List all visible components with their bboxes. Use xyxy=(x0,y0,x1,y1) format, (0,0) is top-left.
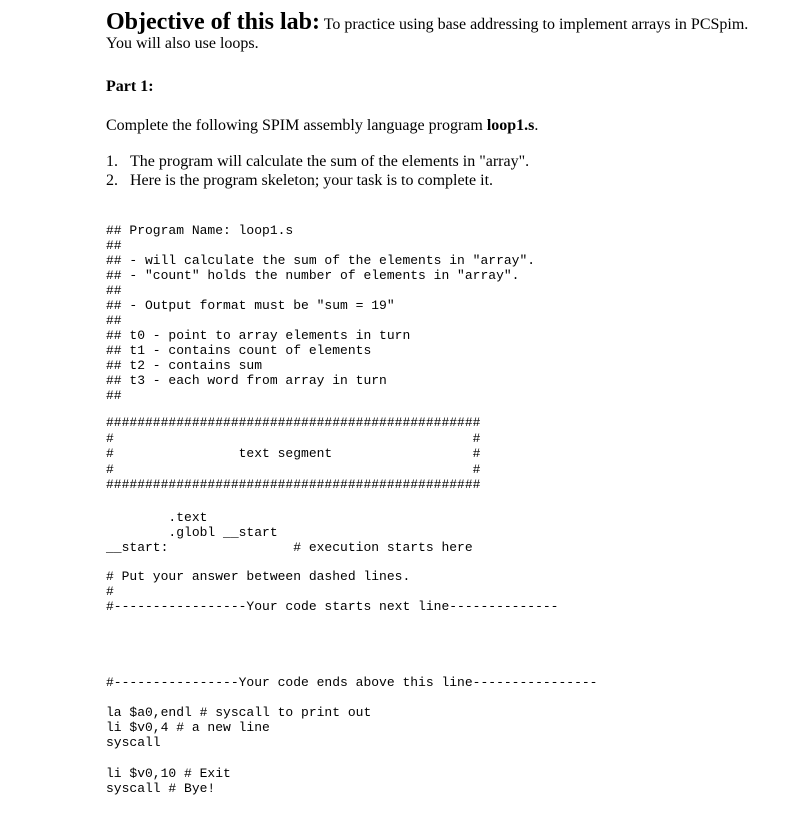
objective-text: To practice using base addressing to implement arrays in PCSpim. You will also use loops. xyxy=(106,16,749,52)
objective-paragraph xyxy=(106,9,766,53)
steps-list xyxy=(106,152,529,190)
code-exit: li $v0,10 # Exit syscall # Bye! xyxy=(106,766,231,796)
step-number: 1. xyxy=(106,153,118,170)
step-text: The program will calculate the sum of the elements in "array". xyxy=(130,153,530,170)
code-text-segment: .text .globl __start __start: # execution starts here xyxy=(106,510,473,555)
instruction-prefix: Complete the following SPIM assembly language program xyxy=(106,117,487,134)
code-answer-end-marker: #----------------Your code ends above this line---------------- xyxy=(106,675,598,690)
code-text-segment-banner: ################################################ # # # text segment # # # ################################################ xyxy=(106,415,481,492)
code-print-newline: la $a0,endl # syscall to print out li $v0,4 # a new line syscall xyxy=(106,705,372,750)
instruction-suffix: . xyxy=(534,117,539,134)
program-filename: loop1.s xyxy=(486,117,535,134)
code-answer-start-marker: # Put your answer between dashed lines. # #-----------------Your code starts next line-------------- xyxy=(106,569,559,614)
step-text: Here is the program skeleton; your task is to complete it. xyxy=(130,172,494,189)
code-header-comments: ## Program Name: loop1.s ## ## - will calculate the sum of the elements in "array". ## - "count" holds the number of elements in "array". ## ## - Output format must be "sum = 19" ## ## t0 - point to array elements in turn ## t1 - contains count of elements ## t2 - contains sum ## t3 - each word from array in turn ## xyxy=(106,223,536,403)
objective-heading: Objective of this lab: xyxy=(106,9,320,35)
instruction-line xyxy=(106,117,538,135)
list-item xyxy=(106,171,529,190)
step-number: 2. xyxy=(106,172,118,189)
list-item xyxy=(106,152,529,171)
part-title: Part 1: xyxy=(106,78,154,95)
